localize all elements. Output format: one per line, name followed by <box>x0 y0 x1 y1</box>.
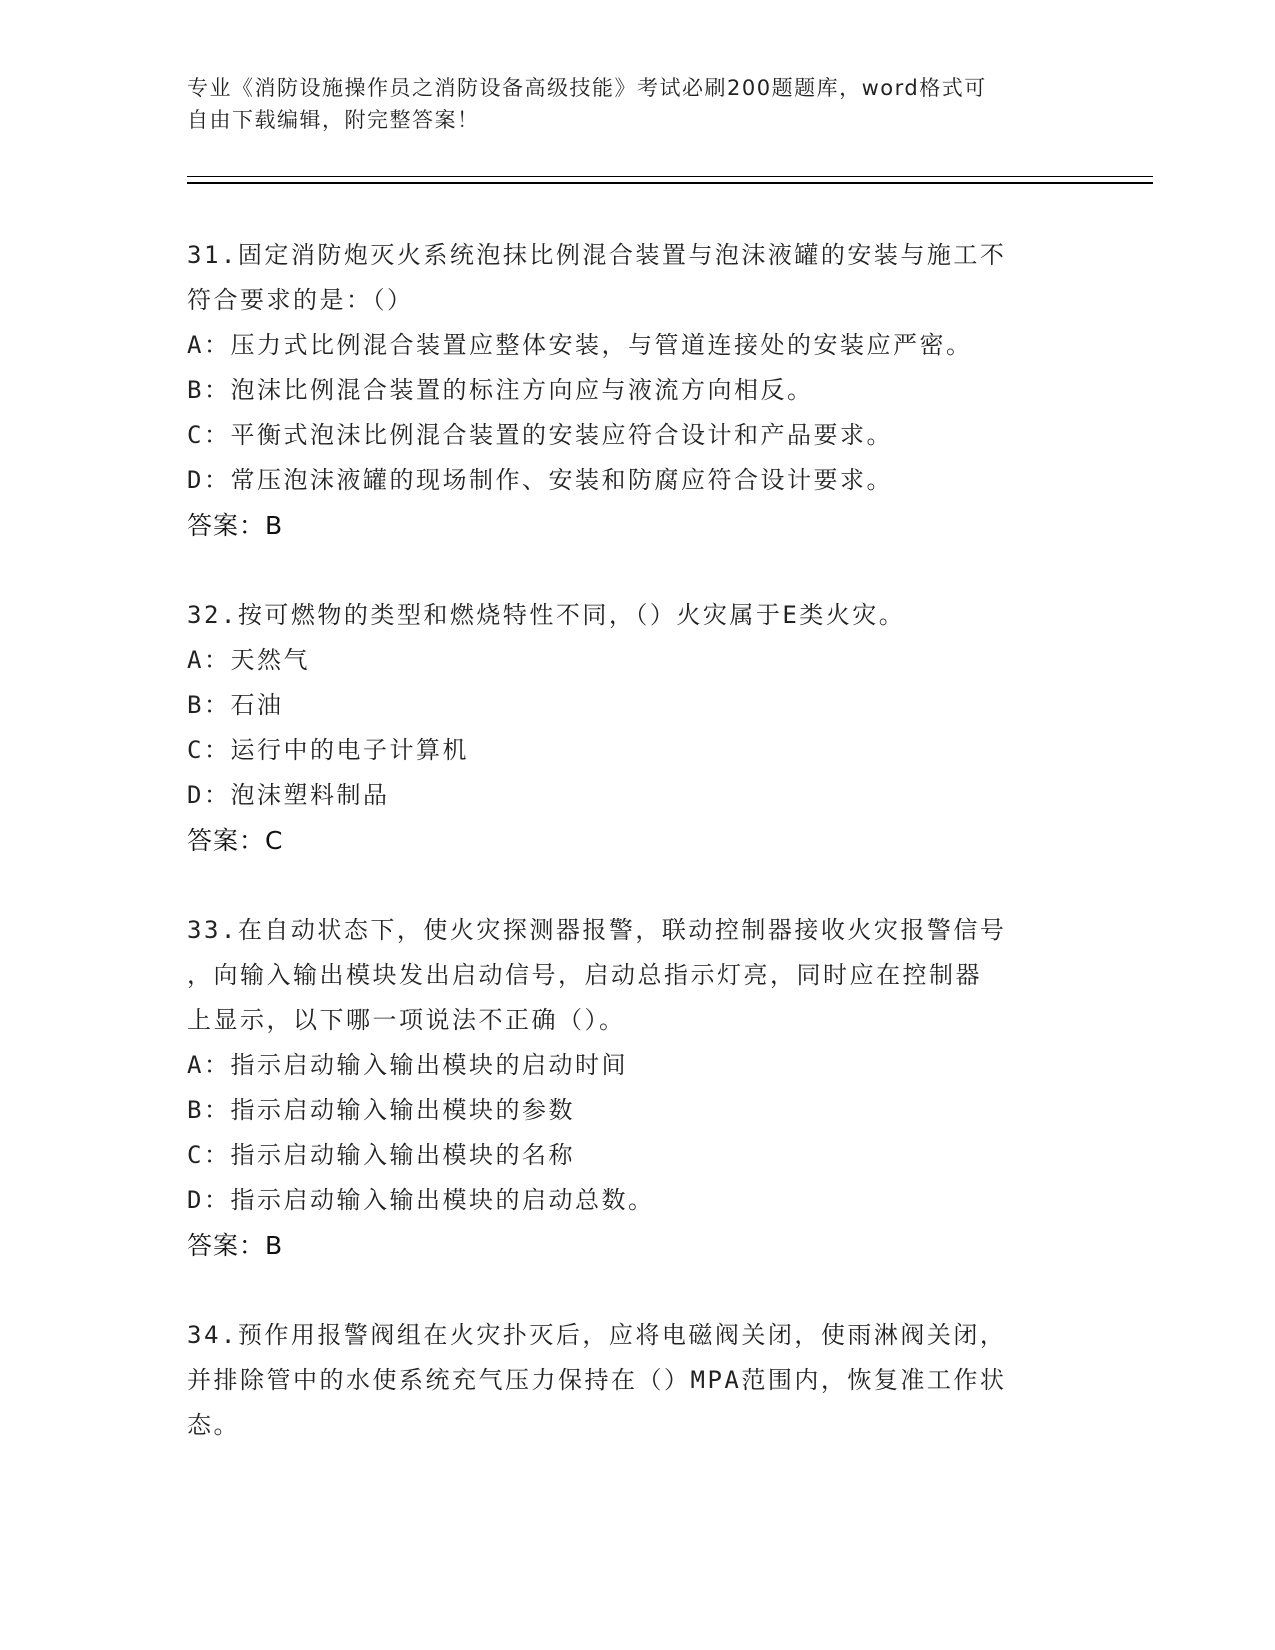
question-text <box>187 233 1087 323</box>
question-line: 32.按可燃物的类型和燃烧特性不同，（）火灾属于E类火灾。 <box>187 601 906 629</box>
question-line: 31.固定消防炮灭火系统泡抹比例混合装置与泡沫液罐的安装与施工不 <box>187 241 1007 269</box>
answer: 答案：B <box>187 511 284 540</box>
option-a: A：指示启动输入输出模块的启动时间 <box>187 1051 628 1079</box>
header-divider-thin <box>187 176 1153 177</box>
question-line: 33.在自动状态下，使火灾探测器报警，联动控制器接收火灾报警信号 <box>187 916 1007 944</box>
option-b: B：泡沫比例混合装置的标注方向应与液流方向相反。 <box>187 376 814 404</box>
question-line: 34.预作用报警阀组在火灾扑灭后，应将电磁阀关闭，使雨淋阀关闭， <box>187 1321 1007 1349</box>
question-text <box>187 908 1087 1043</box>
option-b: B：石油 <box>187 691 284 719</box>
question-text <box>187 1313 1087 1448</box>
option-c: C：运行中的电子计算机 <box>187 736 469 764</box>
option-b: B：指示启动输入输出模块的参数 <box>187 1096 575 1124</box>
header-line-1: 专业《消防设施操作员之消防设备高级技能》考试必刷200题题库，word格式可 <box>187 76 987 100</box>
option-a: A：天然气 <box>187 646 310 674</box>
question-31 <box>187 233 1087 549</box>
question-line: 并排除管中的水使系统充气压力保持在（）MPA范围内，恢复准工作状 <box>187 1366 1007 1394</box>
option-d: D：指示启动输入输出模块的启动总数。 <box>187 1186 655 1214</box>
question-line: 态。 <box>187 1411 240 1439</box>
question-line: 符合要求的是：（） <box>187 286 414 314</box>
question-line: 上显示，以下哪一项说法不正确（）。 <box>187 1006 626 1034</box>
question-list <box>187 233 1087 1492</box>
answer: 答案：C <box>187 826 284 855</box>
option-d: D：常压泡沫液罐的现场制作、安装和防腐应符合设计要求。 <box>187 466 893 494</box>
header-divider-thick <box>187 182 1153 184</box>
document-header <box>187 72 1087 136</box>
option-c: C：指示启动输入输出模块的名称 <box>187 1141 575 1169</box>
question-line: ，向输入输出模块发出启动信号，启动总指示灯亮，同时应在控制器 <box>187 961 982 989</box>
option-d: D：泡沫塑料制品 <box>187 781 390 809</box>
question-text <box>187 593 1087 638</box>
option-a: A：压力式比例混合装置应整体安装，与管道连接处的安装应严密。 <box>187 331 973 359</box>
question-34 <box>187 1313 1087 1448</box>
question-32 <box>187 593 1087 864</box>
header-line-2: 自由下载编辑，附完整答案！ <box>187 108 480 132</box>
question-33 <box>187 908 1087 1269</box>
option-c: C：平衡式泡沫比例混合装置的安装应符合设计和产品要求。 <box>187 421 893 449</box>
answer: 答案：B <box>187 1231 284 1260</box>
